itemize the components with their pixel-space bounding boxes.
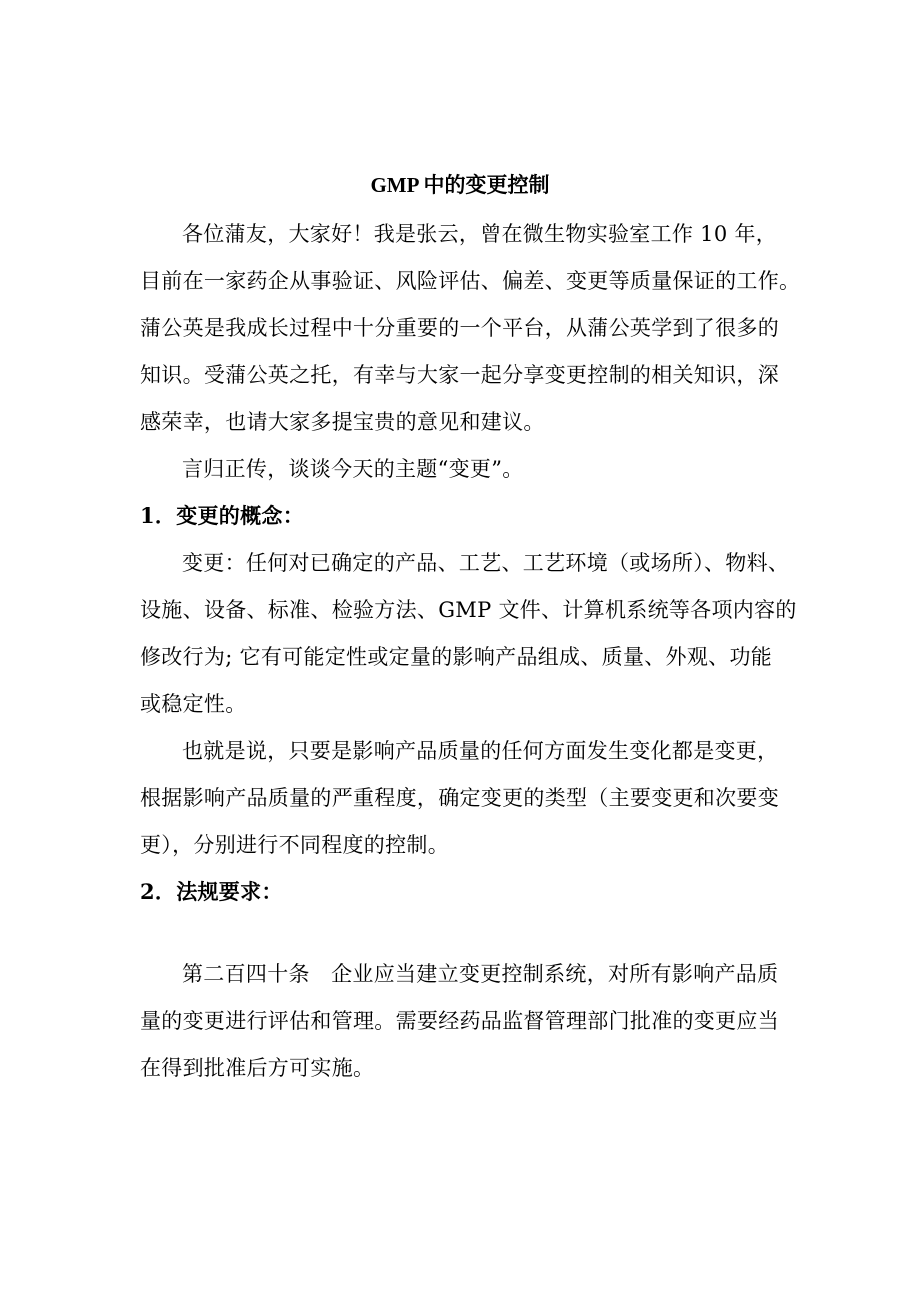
regulation-line-3: 在得到批准后方可实施。 [140,1056,375,1080]
explanation-line-2: 根据影响产品质量的严重程度，确定变更的类型（主要变更和次要变 [140,786,779,810]
regulation-line-2: 量的变更进行评估和管理。需要经药品监督管理部门批准的变更应当 [140,1009,779,1033]
concept-line-2: 设施、设备、标准、检验方法、GMP 文件、计算机系统等各项内容的 [140,598,797,622]
explanation-line-1: 也就是说，只要是影响产品质量的任何方面发生变化都是变更， [182,739,779,763]
concept-line-4: 或稳定性。 [140,692,247,716]
explanation-line-3: 更），分别进行不同程度的控制。 [140,833,449,857]
intro-line-1: 各位蒲友，大家好！我是张云，曾在微生物实验室工作 10 年， [182,222,778,246]
intro-line-2: 目前在一家药企从事验证、风险评估、偏差、变更等质量保证的工作。 [140,269,801,293]
regulation-line-1: 第二百四十条 企业应当建立变更控制系统，对所有影响产品质 [182,962,779,986]
document-title: GMP 中的变更控制 [370,173,550,197]
intro-line-5: 感荣幸，也请大家多提宝贵的意见和建议。 [140,410,545,434]
intro-line-4: 知识。受蒲公英之托，有幸与大家一起分享变更控制的相关知识，深 [140,363,779,387]
concept-line-1: 变更：任何对已确定的产品、工艺、工艺环境（或场所）、物料、 [182,551,790,575]
section-heading-regulation: 2．法规要求： [140,879,283,904]
intro-line-3: 蒲公英是我成长过程中十分重要的一个平台，从蒲公英学到了很多的 [140,316,779,340]
transition-paragraph: 言归正传，谈谈今天的主题“变更”。 [182,457,524,481]
concept-line-3: 修改行为; 它有可能定性或定量的影响产品组成、质量、外观、功能 [140,645,773,669]
section-heading-concept: 1．变更的概念： [140,503,305,528]
